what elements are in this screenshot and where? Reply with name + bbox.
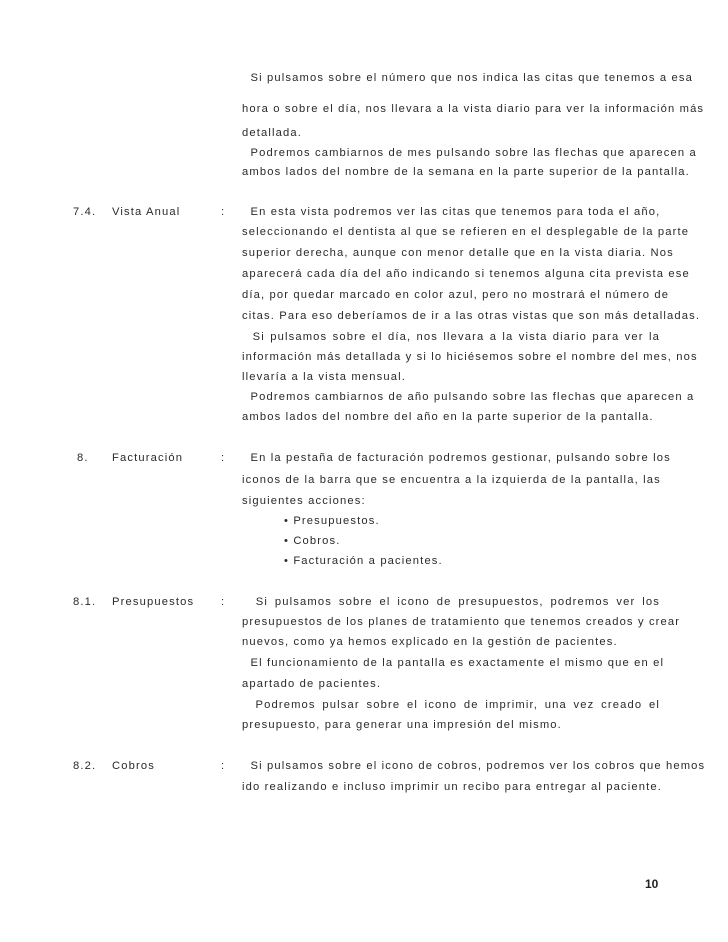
text-line: ambos lados del nombre del año en la parte superior de la pantalla. [242, 411, 654, 423]
text-line: Si pulsamos sobre el icono de presupuestos, podremos ver los [242, 596, 660, 608]
text-line: El funcionamiento de la pantalla es exactamente el mismo que en el [242, 657, 665, 669]
page-number: 10 [645, 877, 659, 891]
text-line: seleccionando el dentista al que se refieren en el desplegable de la parte [242, 226, 690, 238]
text-line: hora o sobre el día, nos llevara a la vista diario para ver la información más [242, 103, 705, 115]
text-line: Podremos pulsar sobre el icono de imprimir, una vez creado el [242, 699, 660, 711]
list-item: • Cobros. [284, 535, 341, 547]
section-title: Cobros [112, 760, 155, 772]
text-line: iconos de la barra que se encuentra a la izquierda de la pantalla, las [242, 474, 661, 486]
text-line: llevaría a la vista mensual. [242, 371, 407, 383]
text-line: citas. Para eso deberíamos de ir a las otras vistas que son más detalladas. [242, 310, 701, 322]
text-line: superior derecha, aunque con menor detalle que en la vista diaria. Nos [242, 247, 674, 259]
text-line: Si pulsamos sobre el número que nos indica las citas que tenemos a esa [242, 72, 693, 84]
section-number: 8.2. [73, 760, 97, 772]
text-line: nuevos, como ya hemos explicado en la gestión de pacientes. [242, 636, 618, 648]
section-title: Facturación [112, 452, 184, 464]
section-number: 7.4. [73, 206, 97, 218]
text-line: día, por quedar marcado en color azul, pero no mostrará el número de [242, 289, 670, 301]
section-colon: : [221, 760, 225, 772]
text-line: presupuesto, para generar una impresión del mismo. [242, 719, 562, 731]
text-line: ido realizando e incluso imprimir un recibo para entregar al paciente. [242, 781, 663, 793]
text-line: ambos lados del nombre de la semana en la parte superior de la pantalla. [242, 166, 690, 178]
section-colon: : [221, 206, 225, 218]
section-number: 8.1. [73, 596, 97, 608]
section-colon: : [221, 452, 225, 464]
section-title: Presupuestos [112, 596, 195, 608]
text-line: En esta vista podremos ver las citas que tenemos para toda el año, [242, 206, 661, 218]
text-line: Si pulsamos sobre el icono de cobros, podremos ver los cobros que hemos [242, 760, 706, 772]
text-line: presupuestos de los planes de tratamiento que tenemos creados y crear [242, 616, 681, 628]
text-line: Podremos cambiarnos de año pulsando sobre las flechas que aparecen a [242, 391, 695, 403]
section-number: 8. [77, 452, 89, 464]
text-line: Podremos cambiarnos de mes pulsando sobre las flechas que aparecen a [242, 147, 697, 159]
text-line: apartado de pacientes. [242, 678, 382, 690]
section-title: Vista Anual [112, 206, 181, 218]
section-colon: : [221, 596, 225, 608]
list-item: • Facturación a pacientes. [284, 555, 443, 567]
text-line: Si pulsamos sobre el día, nos llevara a la vista diario para ver la [242, 331, 660, 343]
list-item: • Presupuestos. [284, 515, 380, 527]
text-line: siguientes acciones: [242, 495, 366, 507]
text-line: En la pestaña de facturación podremos gestionar, pulsando sobre los [242, 452, 671, 464]
text-line: información más detallada y si lo hiciésemos sobre el nombre del mes, nos [242, 351, 698, 363]
text-line: aparecerá cada día del año indicando si tenemos alguna cita prevista ese [242, 268, 690, 280]
text-line: detallada. [242, 127, 303, 139]
